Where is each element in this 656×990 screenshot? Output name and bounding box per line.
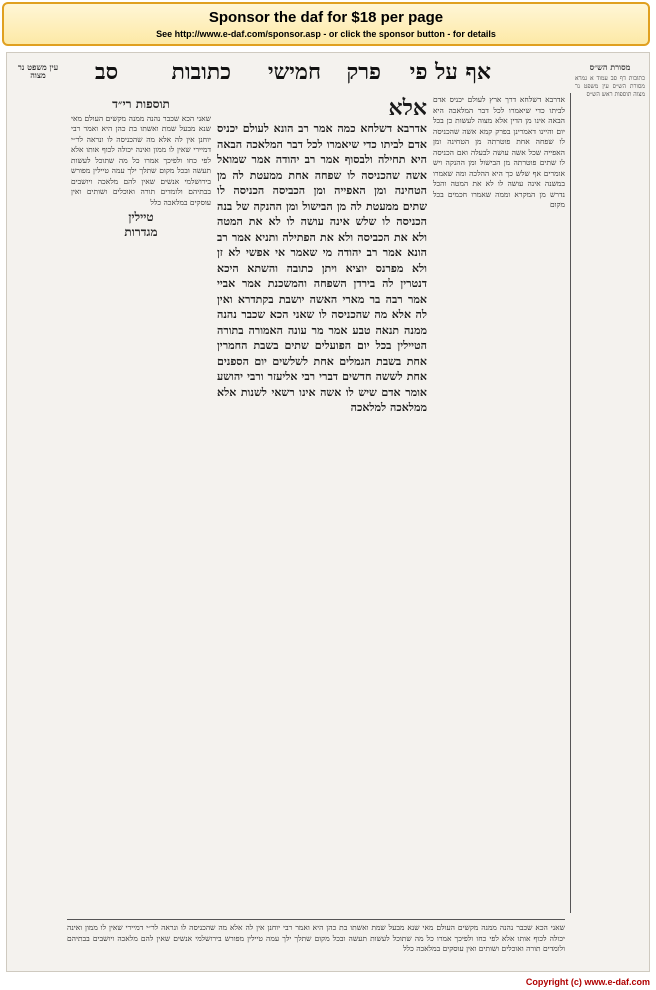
page-header <box>15 59 641 93</box>
bottom-divider <box>67 919 565 920</box>
ein-mishpat-label: עין משפט נר מצוה <box>17 62 59 80</box>
sponsor-banner[interactable] <box>2 2 650 46</box>
sponsor-title[interactable]: Sponsor the daf for $18 per page <box>208 9 444 26</box>
talmud-page <box>6 52 650 972</box>
tosafot-column <box>71 95 211 915</box>
tosafot-label: תוספות רי״ד <box>112 97 170 111</box>
sponsor-subtitle[interactable]: See http://www.e-daf.com/sponsor.asp - or click the sponsor button - for details <box>156 29 496 39</box>
mishnah-marker: מגדרות <box>124 224 158 239</box>
mesoret-column <box>575 59 645 949</box>
ein-mishpat-column <box>11 59 65 949</box>
perek-label: פרק <box>346 59 381 85</box>
bottom-commentary-text: שאני הכא שכבר נהנה ממנה מקשים העולם מאי שנא מבעל שמת ואשתו בת כהן היא ואמר רבי יוחנן אין לה אלא מה שהכניסה לו ונראה לר״י דמיירי שאין לו ממון ואינה יכולה לכוף אותו אלא לפי כחו ולפיכך אמרו כל מה שתוכל לעשות תעשה ובכל מקום שתלך ילך עמה טיילין מפורש בירושלמי אנשים שאין להם מלאכה ויושבים בבתיהם ולומדים תורה ואוכלים ושותים ואין עוסקים במלאכה כלל <box>67 923 565 953</box>
chapter-title: אף על פי <box>409 59 491 85</box>
rashi-column <box>433 95 565 915</box>
chapter-number: חמישי <box>267 59 321 85</box>
bottom-commentary <box>67 923 565 967</box>
mesoret-text: כתובות דף סב עמוד א גמרא מסורת הש״ס עין משפט נר מצוה תוספות ראש הש״ס <box>575 75 645 98</box>
copyright-notice[interactable]: Copyright (c) www.e-daf.com <box>525 977 650 987</box>
gemara-opening-word: אלא <box>388 95 427 121</box>
rashi-text: אדרבא דשלחא דרך ארץ לעולם יכניס אדם לביתו כדי שיאמרו לכל דבר המלאכה היא הבאה אינו מן הדין אלא מצוה לעשות כן בכל יום והיינו דאמרינן בפרק קמא אשה שהכניסה לו שפחה אחת פוטרתה מן הטחינה ומן האפייה שכל אשה עושה לבעלה ואם הכניסה לו שתים פוטרתה מן הבישול ומן ההנקה ויש אומרים אף שלש כך היא ההלכה ומה שאמרו במשנה אינה עושה לו לא את המטה והכל נדרש מן המקרא וממה שאמרו חכמים בכל מקום <box>433 95 565 209</box>
tosafot-text: שאני הכא שכבר נהנה ממנה מקשים העולם מאי שנא מבעל שמת ואשתו בת כהן היא ואמר רבי יוחנן אין לה אלא מה שהכניסה לו ונראה לר״י דמיירי שאין לו ממון ואינה יכולה לכוף אותו אלא לפי כחו ולפיכך אמרו כל מה שתוכל לעשות תעשה ובכל מקום שתלך ילך עמה טיילין מפורש בירושלמי אנשים שאין להם מלאכה ויושבים בבתיהם ולומדים תורה ואוכלים ושותים ואין עוסקים במלאכה כלל <box>71 113 211 207</box>
tractate-name: כתובות <box>171 59 231 85</box>
folio-number: סב <box>95 59 119 85</box>
column-divider <box>570 93 571 913</box>
mesoret-label: מסורת הש״ס <box>589 62 631 72</box>
tayalin-label: טיילין <box>128 210 154 224</box>
gemara-text: אדרבא דשלחא כמה אמר רב הונא לעולם יכניס אדם לביתו כדי שיאמרו לכל דבר המלאכה הבאה היא תחילה ולבסוף אמר רב יהודה אמר שמואל אשה שהכניסה לו שפחה אחת ממעטת לה מן הטחינה ומן האפייה ומן הכביסה הכניסה לו שתים ממעטת לה מן הבישול ומן ההנקה של בנה הכניסה לו שלש אינה עושה לו לא את המטה ולא את הכביסה ולא את הפתילה ותניא אמר רב הונא אמר רב יהודה מי שאמר אי אפשי לא זן ולא מפרנס יוציא ויתן כתובה והשתא היכא דנטרין לה בירדן השפחה והמשכנת אמר אביי אמר רבה בר מארי האשה יושבת בקתדרא ואין לה אלא מה שהכניסה לו שאני הכא שכבר נהנה ממנה תנאה טבע אמר מר עונה האמורה בתורה הטיילין בכל יום הפועלים שתים בשבת החמרין אחת בשבת הגמלים אחת לשלשים יום הספנים אחת לששה חדשים דברי רבי אליעזר ורבי יהושע אומר אדם שיש לו אשה אינו רשאי לשנות אלא ממלאכה למלאכה <box>217 122 427 414</box>
gemara-column <box>217 95 427 915</box>
